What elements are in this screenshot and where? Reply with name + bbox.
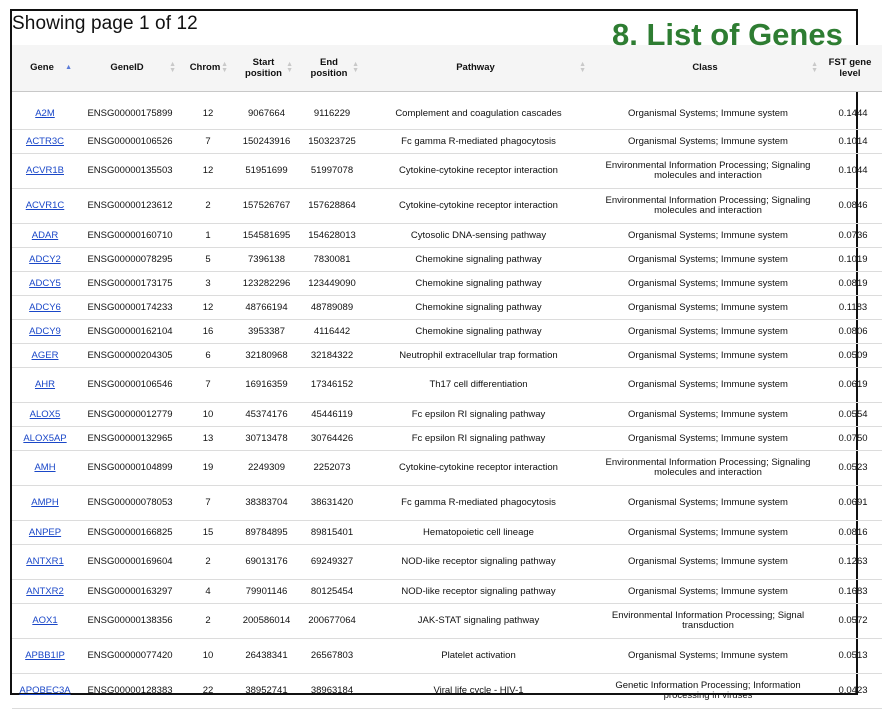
column-label: GeneID xyxy=(110,62,144,74)
end-cell: 51997078 xyxy=(299,154,365,189)
start-cell: 48766194 xyxy=(234,296,299,320)
chrom-cell: 19 xyxy=(182,451,234,486)
class-cell: Organismal Systems; Immune system xyxy=(592,427,824,451)
gene-id-cell: ENSG00000169604 xyxy=(78,545,182,580)
pathway-cell: NOD-like receptor signaling pathway xyxy=(365,580,592,604)
chrom-cell: 13 xyxy=(182,427,234,451)
fst-cell: 0.1183 xyxy=(824,296,882,320)
chrom-cell: 2 xyxy=(182,604,234,639)
pathway-cell: Viral life cycle - HIV-1 xyxy=(365,674,592,709)
gene-id-cell: ENSG00000106546 xyxy=(78,368,182,403)
gene-id-cell: ENSG00000162104 xyxy=(78,320,182,344)
end-cell: 80125454 xyxy=(299,580,365,604)
gene-link[interactable]: ANTXR1 xyxy=(26,556,64,567)
pathway-cell: Fc epsilon RI signaling pathway xyxy=(365,403,592,427)
table-row xyxy=(12,486,882,521)
gene-cell xyxy=(12,403,78,427)
fst-cell: 0.0523 xyxy=(824,451,882,486)
start-cell: 123282296 xyxy=(234,272,299,296)
pathway-cell: Fc gamma R-mediated phagocytosis xyxy=(365,130,592,154)
gene-cell xyxy=(12,368,78,403)
chrom-cell: 7 xyxy=(182,368,234,403)
chrom-cell: 1 xyxy=(182,224,234,248)
chrom-cell: 10 xyxy=(182,403,234,427)
fst-cell: 0.1044 xyxy=(824,154,882,189)
gene-cell xyxy=(12,296,78,320)
gene-id-cell: ENSG00000132965 xyxy=(78,427,182,451)
table-row xyxy=(12,296,882,320)
end-cell: 7830081 xyxy=(299,248,365,272)
chrom-cell: 2 xyxy=(182,545,234,580)
class-cell: Organismal Systems; Immune system xyxy=(592,344,824,368)
sort-icon: ▲ ▼ xyxy=(221,60,228,74)
start-cell: 157526767 xyxy=(234,189,299,224)
pathway-cell: Fc epsilon RI signaling pathway xyxy=(365,427,592,451)
fst-cell: 0.0819 xyxy=(824,272,882,296)
fst-cell: 0.0554 xyxy=(824,403,882,427)
gene-id-cell: ENSG00000104899 xyxy=(78,451,182,486)
chrom-cell: 2 xyxy=(182,189,234,224)
sort-icon: ▲ ▼ xyxy=(811,60,818,74)
class-cell: Organismal Systems; Immune system xyxy=(592,639,824,674)
pathway-cell: Cytosolic DNA-sensing pathway xyxy=(365,224,592,248)
start-cell: 26438341 xyxy=(234,639,299,674)
pathway-cell: Chemokine signaling pathway xyxy=(365,272,592,296)
fst-cell: 0.0513 xyxy=(824,639,882,674)
column-header-start[interactable] xyxy=(234,45,299,91)
end-cell: 17346152 xyxy=(299,368,365,403)
gene-link[interactable]: ANTXR2 xyxy=(26,585,64,597)
fst-cell: 0.0806 xyxy=(824,320,882,344)
end-cell: 200677064 xyxy=(299,604,365,639)
fst-cell: 0.0572 xyxy=(824,604,882,639)
gene-cell xyxy=(12,320,78,344)
class-cell: Genetic Information Processing; Information processing in viruses xyxy=(592,674,824,709)
end-cell: 89815401 xyxy=(299,521,365,545)
pathway-cell: Chemokine signaling pathway xyxy=(365,248,592,272)
table-row xyxy=(12,545,882,580)
gene-cell xyxy=(12,272,78,296)
column-header-end[interactable] xyxy=(299,45,365,91)
column-header-gene[interactable] xyxy=(12,45,78,91)
pathway-cell: Th17 cell differentiation xyxy=(365,368,592,403)
column-label: FST gene level xyxy=(828,56,872,79)
pathway-cell: Hematopoietic cell lineage xyxy=(365,521,592,545)
class-cell: Organismal Systems; Immune system xyxy=(592,486,824,521)
table-row xyxy=(12,272,882,296)
pathway-cell: Chemokine signaling pathway xyxy=(365,296,592,320)
chrom-cell: 12 xyxy=(182,296,234,320)
gene-link[interactable]: AOX1 xyxy=(32,615,58,626)
fst-cell: 0.1444 xyxy=(824,99,882,130)
fst-cell: 0.0691 xyxy=(824,486,882,521)
pathway-cell: Cytokine-cytokine receptor interaction xyxy=(365,154,592,189)
class-cell: Organismal Systems; Immune system xyxy=(592,545,824,580)
gene-id-cell: ENSG00000135503 xyxy=(78,154,182,189)
gene-id-cell: ENSG00000166825 xyxy=(78,521,182,545)
fst-cell: 0.0846 xyxy=(824,189,882,224)
gene-link[interactable]: AHR xyxy=(34,379,56,390)
fst-cell: 0.1014 xyxy=(824,130,882,154)
end-cell: 45446119 xyxy=(299,403,365,427)
gene-link[interactable]: A2M xyxy=(35,107,55,119)
table-row xyxy=(12,224,882,248)
gene-link[interactable]: ACVR1B xyxy=(25,165,64,176)
table-body xyxy=(12,91,882,709)
fst-cell: 0.0423 xyxy=(824,674,882,709)
start-cell: 9067664 xyxy=(234,99,299,130)
class-cell: Environmental Information Processing; Signaling molecules and interaction xyxy=(592,189,824,224)
gene-link[interactable]: AMPH xyxy=(31,497,59,508)
sort-icon: ▲ ▼ xyxy=(579,60,586,74)
end-cell: 4116442 xyxy=(299,320,365,344)
chrom-cell: 12 xyxy=(182,154,234,189)
gene-cell xyxy=(12,639,78,674)
sort-icon: ▲ ▼ xyxy=(286,60,293,74)
start-cell: 200586014 xyxy=(234,604,299,639)
pathway-cell: NOD-like receptor signaling pathway xyxy=(365,545,592,580)
end-cell: 2252073 xyxy=(299,451,365,486)
gene-link[interactable]: APOBEC3A xyxy=(19,685,71,696)
start-cell: 2249309 xyxy=(234,451,299,486)
class-cell: Organismal Systems; Immune system xyxy=(592,272,824,296)
column-header-geneid[interactable] xyxy=(78,45,182,91)
gene-id-cell: ENSG00000078053 xyxy=(78,486,182,521)
gene-cell xyxy=(12,486,78,521)
gene-cell xyxy=(12,130,78,154)
class-cell: Environmental Information Processing; Signaling molecules and interaction xyxy=(592,154,824,189)
pathway-cell: Complement and coagulation cascades xyxy=(365,99,592,130)
class-cell: Organismal Systems; Immune system xyxy=(592,403,824,427)
class-cell: Environmental Information Processing; Signaling molecules and interaction xyxy=(592,451,824,486)
gene-cell xyxy=(12,580,78,604)
start-cell: 3953387 xyxy=(234,320,299,344)
gene-id-cell: ENSG00000078295 xyxy=(78,248,182,272)
table-row xyxy=(12,403,882,427)
end-cell: 32184322 xyxy=(299,344,365,368)
page-indicator: Showing page 1 of 12 xyxy=(12,13,198,34)
gene-link[interactable]: ADCY5 xyxy=(29,277,61,289)
gene-id-cell: ENSG00000163297 xyxy=(78,580,182,604)
gene-link[interactable]: ADAR xyxy=(31,229,59,241)
pathway-cell: Cytokine-cytokine receptor interaction xyxy=(365,189,592,224)
gene-id-cell: ENSG00000128383 xyxy=(78,674,182,709)
column-label: Pathway xyxy=(456,62,495,74)
end-cell: 30764426 xyxy=(299,427,365,451)
table-row xyxy=(12,368,882,403)
column-label: End position xyxy=(310,56,348,79)
overlay-title: 8. List of Genes xyxy=(612,17,843,52)
chrom-cell: 10 xyxy=(182,639,234,674)
gene-id-cell: ENSG00000175899 xyxy=(78,99,182,130)
class-cell: Organismal Systems; Immune system xyxy=(592,580,824,604)
gene-cell xyxy=(12,154,78,189)
end-cell: 150323725 xyxy=(299,130,365,154)
fst-cell: 0.1019 xyxy=(824,248,882,272)
gene-cell xyxy=(12,521,78,545)
gene-link[interactable]: ADCY6 xyxy=(29,301,61,313)
gene-link[interactable]: ACTR3C xyxy=(25,135,64,147)
gene-id-cell: ENSG00000174233 xyxy=(78,296,182,320)
start-cell: 150243916 xyxy=(234,130,299,154)
table-row xyxy=(12,154,882,189)
table-row xyxy=(12,248,882,272)
fst-cell: 0.0816 xyxy=(824,521,882,545)
gene-link[interactable]: ADCY9 xyxy=(29,325,61,337)
chrom-cell: 5 xyxy=(182,248,234,272)
fst-cell: 0.0736 xyxy=(824,224,882,248)
gene-cell xyxy=(12,674,78,709)
end-cell: 154628013 xyxy=(299,224,365,248)
table-row xyxy=(12,189,882,224)
end-cell: 26567803 xyxy=(299,639,365,674)
class-cell: Organismal Systems; Immune system xyxy=(592,296,824,320)
class-cell: Organismal Systems; Immune system xyxy=(592,521,824,545)
gene-id-cell: ENSG00000160710 xyxy=(78,224,182,248)
class-cell: Organismal Systems; Immune system xyxy=(592,248,824,272)
chrom-cell: 7 xyxy=(182,486,234,521)
chrom-cell: 15 xyxy=(182,521,234,545)
class-cell: Organismal Systems; Immune system xyxy=(592,320,824,344)
gene-link[interactable]: AMH xyxy=(34,462,56,473)
column-label: Class xyxy=(692,62,718,74)
pathway-cell: JAK-STAT signaling pathway xyxy=(365,604,592,639)
table-row xyxy=(12,521,882,545)
start-cell: 51951699 xyxy=(234,154,299,189)
fst-cell: 0.1683 xyxy=(824,580,882,604)
table-row xyxy=(12,580,882,604)
table-row xyxy=(12,604,882,639)
start-cell: 30713478 xyxy=(234,427,299,451)
start-cell: 38952741 xyxy=(234,674,299,709)
table-row xyxy=(12,674,882,709)
gene-cell xyxy=(12,99,78,130)
gene-cell xyxy=(12,189,78,224)
end-cell: 157628864 xyxy=(299,189,365,224)
gene-id-cell: ENSG00000173175 xyxy=(78,272,182,296)
gene-cell xyxy=(12,427,78,451)
fst-cell: 0.0750 xyxy=(824,427,882,451)
start-cell: 69013176 xyxy=(234,545,299,580)
start-cell: 7396138 xyxy=(234,248,299,272)
end-cell: 9116229 xyxy=(299,99,365,130)
column-header-chrom[interactable] xyxy=(182,45,234,91)
chrom-cell: 7 xyxy=(182,130,234,154)
class-cell: Organismal Systems; Immune system xyxy=(592,130,824,154)
table-row xyxy=(12,427,882,451)
gene-cell xyxy=(12,604,78,639)
gene-link[interactable]: ALOX5 xyxy=(29,408,61,420)
class-cell: Environmental Information Processing; Signal transduction xyxy=(592,604,824,639)
fst-cell: 0.1263 xyxy=(824,545,882,580)
table-row xyxy=(12,99,882,130)
sort-icon: ▲ ▼ xyxy=(169,60,176,74)
sort-asc-icon: ▲ xyxy=(65,63,72,71)
end-cell: 69249327 xyxy=(299,545,365,580)
chrom-cell: 22 xyxy=(182,674,234,709)
pathway-cell: Platelet activation xyxy=(365,639,592,674)
column-label: Gene xyxy=(30,62,54,74)
start-cell: 38383704 xyxy=(234,486,299,521)
start-cell: 89784895 xyxy=(234,521,299,545)
start-cell: 32180968 xyxy=(234,344,299,368)
gene-link[interactable]: ANPEP xyxy=(28,526,62,538)
header-gap xyxy=(12,91,882,99)
end-cell: 38963184 xyxy=(299,674,365,709)
pathway-cell: Chemokine signaling pathway xyxy=(365,320,592,344)
fst-cell: 0.0619 xyxy=(824,368,882,403)
gene-cell xyxy=(12,248,78,272)
gene-id-cell: ENSG00000123612 xyxy=(78,189,182,224)
table-row xyxy=(12,451,882,486)
chrom-cell: 3 xyxy=(182,272,234,296)
gene-cell xyxy=(12,344,78,368)
gene-cell xyxy=(12,224,78,248)
gene-cell xyxy=(12,545,78,580)
gene-link[interactable]: ACVR1C xyxy=(25,200,65,211)
chrom-cell: 6 xyxy=(182,344,234,368)
column-label: Chrom xyxy=(189,62,221,74)
pathway-cell: Cytokine-cytokine receptor interaction xyxy=(365,451,592,486)
fst-cell: 0.0509 xyxy=(824,344,882,368)
class-cell: Organismal Systems; Immune system xyxy=(592,99,824,130)
table-row xyxy=(12,130,882,154)
screenshot-frame xyxy=(10,9,872,701)
gene-id-cell: ENSG00000204305 xyxy=(78,344,182,368)
gene-link[interactable]: ALOX5AP xyxy=(23,432,67,444)
column-label: Start position xyxy=(245,56,282,79)
chrom-cell: 12 xyxy=(182,99,234,130)
table-row xyxy=(12,320,882,344)
chrom-cell: 16 xyxy=(182,320,234,344)
sort-icon: ▲ ▼ xyxy=(352,60,359,74)
pathway-cell: Neutrophil extracellular trap formation xyxy=(365,344,592,368)
gene-id-cell: ENSG00000012779 xyxy=(78,403,182,427)
class-cell: Organismal Systems; Immune system xyxy=(592,368,824,403)
class-cell: Organismal Systems; Immune system xyxy=(592,224,824,248)
start-cell: 79901146 xyxy=(234,580,299,604)
gene-link[interactable]: AGER xyxy=(31,349,59,361)
start-cell: 45374176 xyxy=(234,403,299,427)
start-cell: 16916359 xyxy=(234,368,299,403)
chrom-cell: 4 xyxy=(182,580,234,604)
end-cell: 123449090 xyxy=(299,272,365,296)
gene-id-cell: ENSG00000138356 xyxy=(78,604,182,639)
genes-table xyxy=(12,45,882,709)
gene-id-cell: ENSG00000106526 xyxy=(78,130,182,154)
gene-id-cell: ENSG00000077420 xyxy=(78,639,182,674)
end-cell: 48789089 xyxy=(299,296,365,320)
pathway-cell: Fc gamma R-mediated phagocytosis xyxy=(365,486,592,521)
gene-link[interactable]: APBB1IP xyxy=(25,650,65,661)
table-row xyxy=(12,639,882,674)
column-header-pathway[interactable] xyxy=(365,45,592,91)
end-cell: 38631420 xyxy=(299,486,365,521)
table-row xyxy=(12,344,882,368)
gene-link[interactable]: ADCY2 xyxy=(29,253,61,265)
gene-cell xyxy=(12,451,78,486)
start-cell: 154581695 xyxy=(234,224,299,248)
